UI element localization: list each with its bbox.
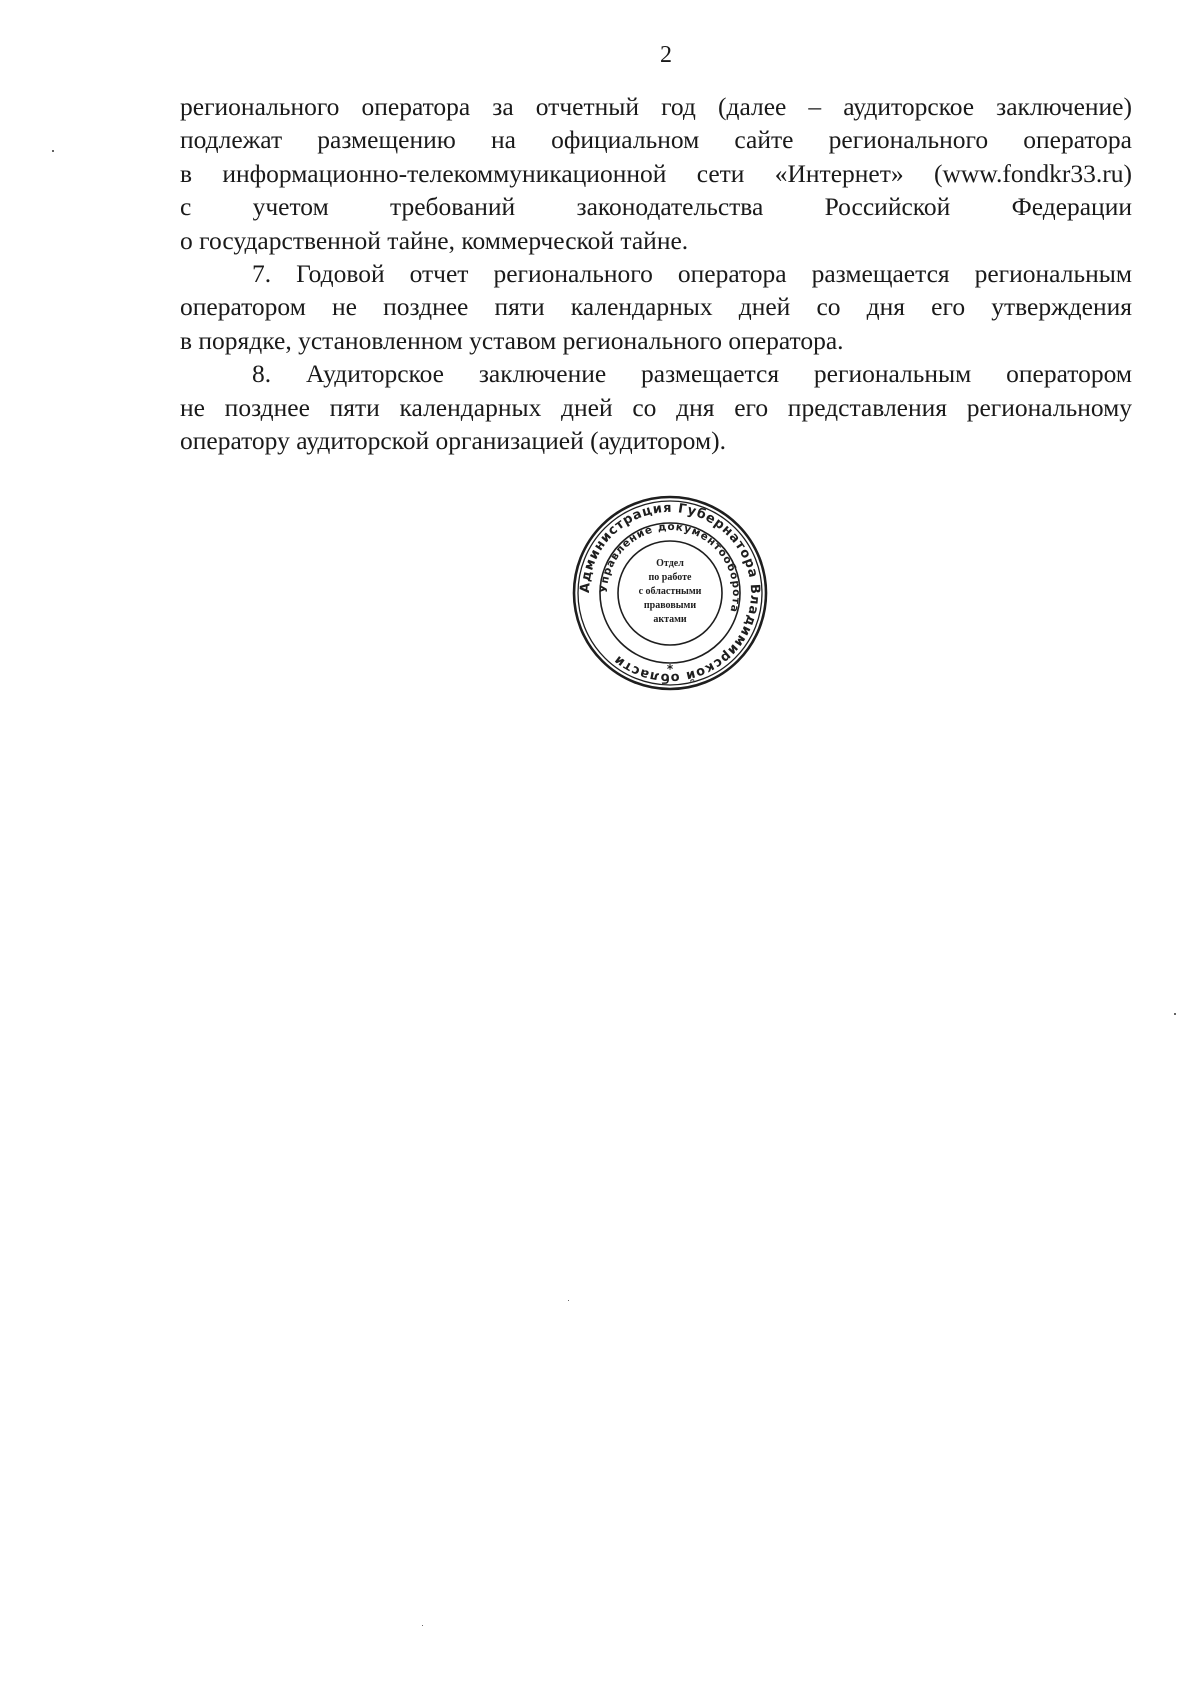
stamp-center-line: с областными bbox=[638, 586, 702, 597]
text-line: с учетом требований законодательства Российской Федерации bbox=[180, 192, 1132, 222]
text-line: регионального оператора за отчетный год (далее – аудиторское заключение) bbox=[180, 92, 1132, 121]
page-number: 2 bbox=[660, 42, 672, 68]
scan-speck bbox=[1174, 1013, 1176, 1015]
paragraph-7 bbox=[180, 257, 1132, 357]
scan-speck bbox=[422, 1625, 423, 1626]
stamp-center-line: Отдел bbox=[656, 558, 684, 569]
text-line: 7. Годовой отчет регионального оператора размещается региональным bbox=[252, 259, 1132, 289]
stamp-center-line: по работе bbox=[648, 572, 692, 583]
text-line: в информационно-телекоммуникационной сети «Интернет» (www.fondkr33.ru) bbox=[180, 158, 1132, 188]
stamp-center-line: актами bbox=[653, 614, 687, 625]
stamp-star: * bbox=[666, 662, 674, 676]
paragraph bbox=[180, 90, 1132, 257]
text-line: оператором не позднее пяти календарных дней со дня его утверждения bbox=[180, 292, 1132, 322]
paragraph-8 bbox=[180, 357, 1132, 457]
scan-speck bbox=[568, 1300, 569, 1301]
text-line: в порядке, установленном уставом регионального оператора. bbox=[180, 325, 844, 355]
official-stamp bbox=[570, 493, 770, 693]
text-line: о государственной тайне, коммерческой тайне. bbox=[180, 225, 689, 255]
stamp-outer-text: Администрация Губернатора Владимирской области bbox=[577, 500, 763, 686]
stamp-inner-text: Управление документооборота bbox=[597, 520, 743, 615]
document-body bbox=[180, 90, 1132, 457]
text-line: подлежат размещению на официальном сайте регионального оператора bbox=[180, 125, 1132, 155]
text-line: 8. Аудиторское заключение размещается региональным оператором bbox=[252, 359, 1132, 389]
stamp-seal-icon bbox=[570, 493, 770, 693]
text-line: не позднее пяти календарных дней со дня его представления региональному bbox=[180, 392, 1132, 422]
scan-speck bbox=[52, 150, 54, 152]
stamp-center-line: правовыми bbox=[643, 600, 697, 611]
text-line: оператору аудиторской организацией (аудитором). bbox=[180, 426, 726, 456]
